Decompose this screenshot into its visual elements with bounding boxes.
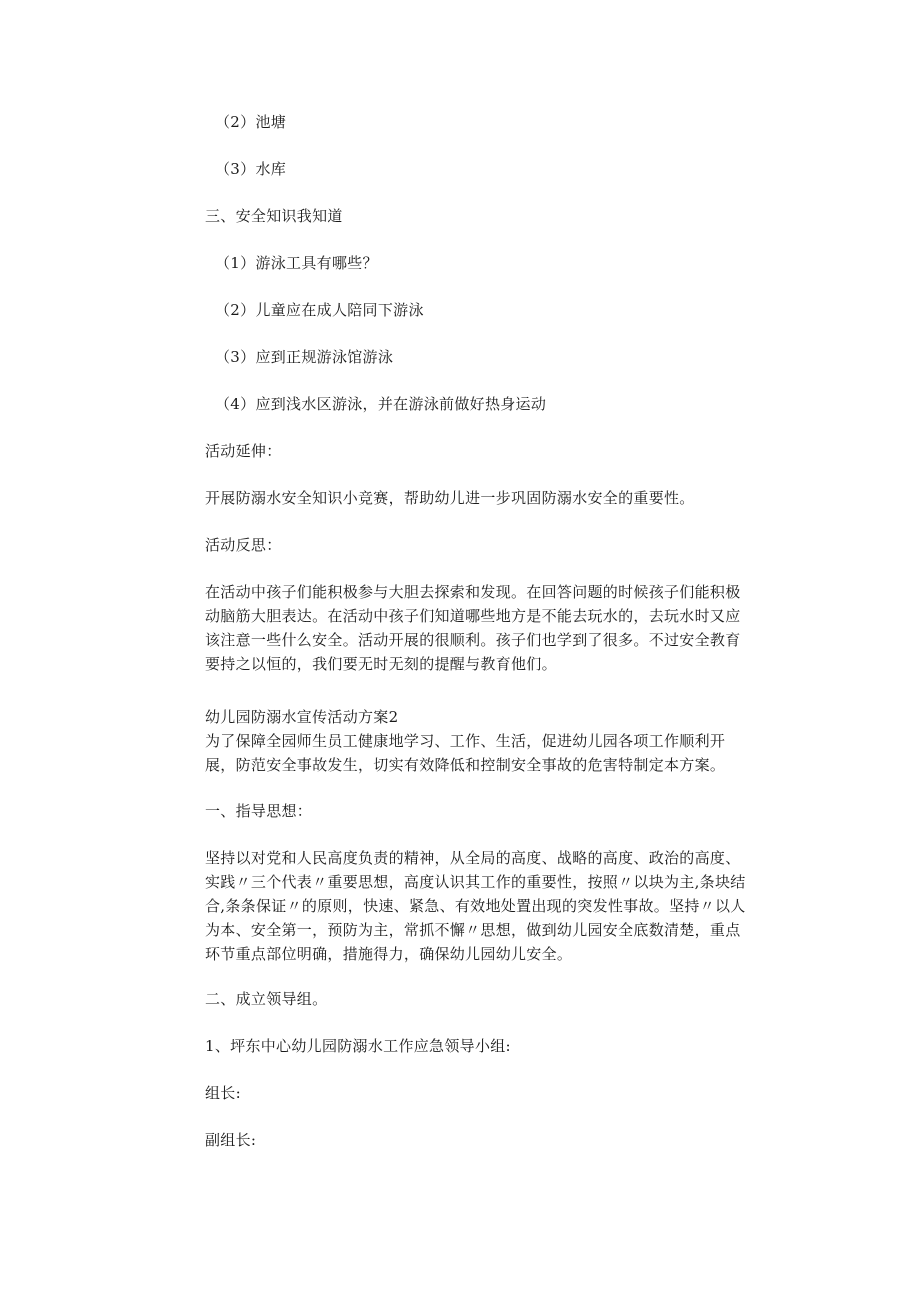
activity-extension-heading: 活动延伸： bbox=[205, 442, 282, 460]
plan-2-intro: 为了保障全园师生员工健康地学习、工作、生活，促进幼儿园各项工作顺利开展，防范安全事故发生，切实有效降低和控制安全事故的危害特制定本方案。 bbox=[205, 732, 726, 774]
activity-extension-body: 开展防溺水安全知识小竞赛，帮助幼儿进一步巩固防溺水安全的重要性。 bbox=[205, 489, 695, 507]
list-item-question-2: （2）儿童应在成人陪同下游泳 bbox=[215, 301, 424, 319]
leadership-group-name: 1、坪东中心幼儿园防溺水工作应急领导小组: bbox=[205, 1037, 511, 1055]
guiding-thought-heading: 一、指导思想： bbox=[205, 802, 313, 820]
activity-reflection-body: 在活动中孩子们能积极参与大胆去探索和发现。在回答问题的时候孩子们能积极动脑筋大胆表达。在活动中孩子们知道哪些地方是不能去玩水的，去玩水时又应该注意一些什么安全。活动开展的很顺利。孩子们也学到了很多。不过安全教育要持之以恒的，我们要无时无刻的提醒与教育他们。 bbox=[205, 583, 741, 673]
group-leader-label: 组长: bbox=[205, 1084, 241, 1102]
list-item-reservoir: （3）水库 bbox=[215, 160, 287, 178]
list-item-question-4: （4）应到浅水区游泳，并在游泳前做好热身运动 bbox=[215, 395, 547, 413]
section-heading-safety-knowledge: 三、安全知识我知道 bbox=[205, 207, 343, 225]
list-item-question-1: （1）游泳工具有哪些？ bbox=[215, 254, 378, 272]
list-item-question-3: （3）应到正规游泳馆游泳 bbox=[215, 348, 394, 366]
leadership-group-heading: 二、成立领导组。 bbox=[205, 990, 328, 1008]
list-item-pond: （2）池塘 bbox=[215, 113, 287, 131]
deputy-leader-label: 副组长: bbox=[205, 1131, 257, 1149]
plan-2-title: 幼儿园防溺水宣传活动方案2 bbox=[205, 708, 399, 726]
guiding-thought-body: 坚持以对党和人民高度负责的精神，从全局的高度、战略的高度、政治的高度、实践〃三个代表〃重要思想，高度认识其工作的重要性，按照〃以块为主,条块结合,条条保证〃的原则，快速、紧急、有效地处置出现的突发性事故。坚持〃以人为本、安全第一，预防为主，常抓不懈〃思想，做到幼儿园安全底数清楚，重点环节重点部位明确，措施得力，确保幼儿园幼儿安全。 bbox=[205, 849, 746, 963]
activity-reflection-heading: 活动反思： bbox=[205, 536, 282, 554]
